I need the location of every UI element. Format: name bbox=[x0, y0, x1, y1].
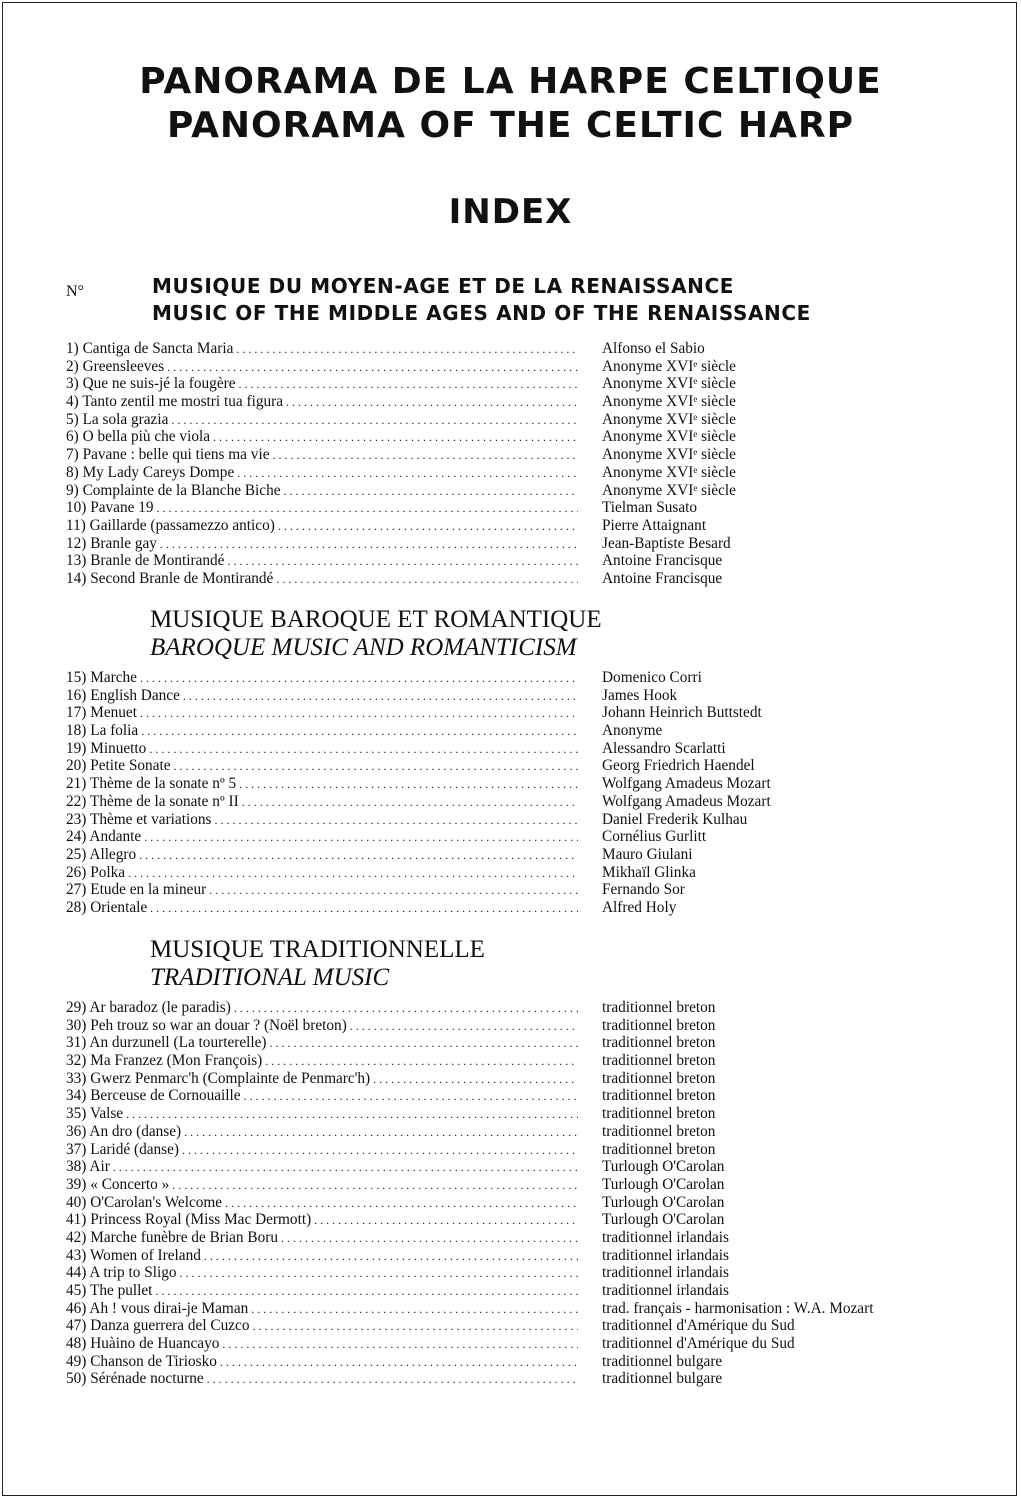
section-1-title-en: MUSIC OF THE MIDDLE AGES AND OF THE RENAISSANCE bbox=[152, 301, 811, 325]
entry-composer: Mikhaïl Glinka bbox=[602, 863, 696, 881]
index-entry bbox=[66, 1123, 946, 1141]
entry-title-leader bbox=[66, 1211, 578, 1230]
entry-number: 44) bbox=[66, 1264, 87, 1282]
entry-title-leader bbox=[66, 340, 578, 359]
entry-number: 22) bbox=[66, 792, 87, 810]
index-entry bbox=[66, 1176, 946, 1194]
entry-title: Ah ! vous dirai-je Maman bbox=[89, 1299, 249, 1317]
entry-title: Thème de la sonate nº II bbox=[89, 792, 239, 810]
entry-composer: Daniel Frederik Kulhau bbox=[602, 810, 748, 828]
entry-composer: Mauro Giulani bbox=[602, 845, 693, 863]
entry-number: 19) bbox=[66, 739, 87, 757]
entry-composer: traditionnel bulgare bbox=[602, 1352, 723, 1370]
entry-title: Marche bbox=[90, 669, 137, 686]
entry-title: English Dance bbox=[90, 686, 180, 704]
entry-number: 12) bbox=[66, 534, 87, 552]
section-3-title-en: TRADITIONAL MUSIC bbox=[150, 964, 390, 991]
entry-number: 14) bbox=[66, 569, 87, 587]
entry-title: Valse bbox=[89, 1105, 124, 1123]
index-entry bbox=[66, 1282, 946, 1300]
index-entry bbox=[66, 1300, 946, 1318]
entry-title: Ar baradoz (le paradis) bbox=[89, 999, 231, 1016]
entry-title-leader bbox=[66, 740, 578, 759]
entry-composer: Fernando Sor bbox=[602, 881, 685, 899]
entry-composer: traditionnel breton bbox=[602, 999, 716, 1016]
entry-title: Complainte de la Blanche Biche bbox=[82, 481, 281, 499]
entry-title-leader bbox=[66, 687, 578, 706]
entry-title: Peh trouz so war an douar ? (Noël breton) bbox=[90, 1016, 347, 1034]
index-entry bbox=[66, 464, 946, 482]
entry-composer: traditionnel irlandais bbox=[602, 1282, 730, 1299]
entry-title: Chanson de Tiriosko bbox=[90, 1352, 217, 1370]
entry-title: Tanto zentil me mostri tua figura bbox=[82, 393, 284, 411]
entry-composer: Anonyme XVIᵉ siècle bbox=[602, 357, 736, 375]
title-english: PANORAMA OF THE CELTIC HARP bbox=[166, 105, 854, 146]
entry-title-leader bbox=[66, 1141, 578, 1160]
index-entry bbox=[66, 722, 946, 740]
entry-number: 45) bbox=[66, 1282, 87, 1299]
entry-number: 38) bbox=[66, 1158, 87, 1176]
entry-composer: Wolfgang Amadeus Mozart bbox=[602, 792, 771, 810]
entry-title: Women of Ireland bbox=[89, 1246, 201, 1264]
index-entry bbox=[66, 1052, 946, 1070]
entry-number: 32) bbox=[66, 1052, 87, 1070]
entry-title: A trip to Sligo bbox=[89, 1264, 177, 1282]
index-entry bbox=[66, 1017, 946, 1035]
entry-title-leader bbox=[66, 704, 578, 723]
index-entry bbox=[66, 570, 946, 588]
index-entry bbox=[66, 740, 946, 758]
entry-title-leader bbox=[66, 411, 578, 430]
index-entry bbox=[66, 669, 946, 687]
entry-composer: Anonyme XVIᵉ siècle bbox=[602, 410, 736, 428]
entry-title-leader bbox=[66, 1052, 578, 1071]
index-entry bbox=[66, 1141, 946, 1159]
entry-number: 6) bbox=[66, 428, 79, 446]
entry-title-leader bbox=[66, 393, 578, 412]
entry-composer: Wolfgang Amadeus Mozart bbox=[602, 775, 771, 793]
entry-title: Menuet bbox=[90, 704, 137, 722]
entry-composer: traditionnel breton bbox=[602, 1052, 716, 1070]
entry-number: 7) bbox=[66, 446, 79, 464]
entry-number: 50) bbox=[66, 1370, 87, 1388]
entry-number: 16) bbox=[66, 686, 87, 704]
index-entry bbox=[66, 1105, 946, 1123]
entry-number: 4) bbox=[66, 393, 79, 411]
entry-number: 33) bbox=[66, 1069, 87, 1087]
entry-number: 17) bbox=[66, 704, 87, 722]
entry-title: Danza guerrera del Cuzco bbox=[90, 1317, 250, 1335]
entry-number: 41) bbox=[66, 1211, 87, 1229]
entry-composer: Alessandro Scarlatti bbox=[602, 739, 726, 757]
entry-title: La folia bbox=[90, 722, 139, 740]
entry-title: Huàino de Huancayo bbox=[90, 1335, 220, 1353]
entry-number: 15) bbox=[66, 669, 87, 686]
section-1-title-fr: MUSIQUE DU MOYEN-AGE ET DE LA RENAISSANCE bbox=[152, 274, 735, 298]
entry-title: An dro (danse) bbox=[89, 1122, 182, 1140]
entry-composer: Alfred Holy bbox=[602, 898, 677, 916]
entry-number: 5) bbox=[66, 410, 79, 428]
entry-title-leader bbox=[66, 1282, 578, 1301]
entry-number: 42) bbox=[66, 1228, 87, 1246]
entry-composer: Anonyme bbox=[602, 722, 663, 740]
entry-title: Gwerz Penmarc'h (Complainte de Penmarc'h) bbox=[90, 1069, 371, 1087]
entry-title-leader bbox=[66, 1034, 578, 1053]
entry-title-leader bbox=[66, 846, 578, 865]
entry-composer: Pierre Attaignant bbox=[602, 516, 707, 534]
entry-number: 31) bbox=[66, 1034, 87, 1052]
section-2-list bbox=[66, 669, 946, 917]
index-entry bbox=[66, 1034, 946, 1052]
index-entry bbox=[66, 687, 946, 705]
index-entry bbox=[66, 899, 946, 917]
index-entry bbox=[66, 1194, 946, 1212]
index-entry bbox=[66, 446, 946, 464]
entry-title-leader bbox=[66, 552, 578, 571]
entry-composer: traditionnel breton bbox=[602, 1122, 716, 1140]
entry-title: Second Branle de Montirandé bbox=[90, 569, 274, 587]
entry-title-leader bbox=[66, 828, 578, 847]
entry-composer: traditionnel d'Amérique du Sud bbox=[602, 1317, 795, 1335]
entry-number: 24) bbox=[66, 828, 87, 846]
entry-title-leader bbox=[66, 1158, 578, 1177]
entry-composer: Jean-Baptiste Besard bbox=[602, 534, 731, 552]
index-entry bbox=[66, 1247, 946, 1265]
entry-title: Allegro bbox=[89, 845, 137, 863]
entry-title: Princess Royal (Miss Mac Dermott) bbox=[90, 1211, 312, 1229]
section-3-title-fr: MUSIQUE TRADITIONNELLE bbox=[150, 936, 485, 963]
entry-title: Pavane : belle qui tiens ma vie bbox=[82, 446, 270, 464]
entry-composer: Anonyme XVIᵉ siècle bbox=[602, 481, 736, 499]
entry-title-leader bbox=[66, 722, 578, 741]
entry-title-leader bbox=[66, 1370, 578, 1389]
entry-title-leader bbox=[66, 1247, 578, 1266]
index-entry bbox=[66, 1229, 946, 1247]
entry-title-leader bbox=[66, 1229, 578, 1248]
entry-title: Polka bbox=[90, 863, 126, 881]
entry-number: 36) bbox=[66, 1122, 87, 1140]
entry-composer: Anonyme XVIᵉ siècle bbox=[602, 446, 736, 464]
index-entry bbox=[66, 411, 946, 429]
index-entry bbox=[66, 1087, 946, 1105]
section-2-title-en: BAROQUE MUSIC AND ROMANTICISM bbox=[150, 634, 577, 661]
entry-number: 1) bbox=[66, 340, 79, 357]
entry-composer: Anonyme XVIᵉ siècle bbox=[602, 463, 736, 481]
entry-composer: traditionnel irlandais bbox=[602, 1228, 730, 1246]
index-entry bbox=[66, 535, 946, 553]
entry-composer: Turlough O'Carolan bbox=[602, 1175, 725, 1193]
entry-composer: Anonyme XVIᵉ siècle bbox=[602, 428, 736, 446]
index-entry bbox=[66, 828, 946, 846]
entry-composer: Domenico Corri bbox=[602, 669, 702, 686]
entry-number: 8) bbox=[66, 463, 79, 481]
index-entry bbox=[66, 428, 946, 446]
entry-title: Marche funèbre de Brian Boru bbox=[90, 1228, 278, 1246]
index-entry bbox=[66, 811, 946, 829]
entry-number: 18) bbox=[66, 722, 87, 740]
entry-number: 43) bbox=[66, 1246, 87, 1264]
entry-title: « Concerto » bbox=[90, 1175, 170, 1193]
entry-composer: traditionnel d'Amérique du Sud bbox=[602, 1335, 795, 1353]
entry-title-leader bbox=[66, 775, 578, 794]
entry-composer: Anonyme XVIᵉ siècle bbox=[602, 375, 736, 393]
entry-title-leader bbox=[66, 1335, 578, 1354]
entry-title: O'Carolan's Welcome bbox=[90, 1193, 223, 1211]
entry-composer: traditionnel irlandais bbox=[602, 1264, 730, 1282]
entry-title-leader bbox=[66, 793, 578, 812]
entry-title-leader bbox=[66, 482, 578, 501]
entry-composer: traditionnel bulgare bbox=[602, 1370, 723, 1388]
entry-composer: traditionnel breton bbox=[602, 1069, 716, 1087]
index-entry bbox=[66, 864, 946, 882]
index-entry bbox=[66, 846, 946, 864]
entry-title-leader bbox=[66, 499, 578, 518]
entry-title-leader bbox=[66, 999, 578, 1018]
entry-title-leader bbox=[66, 1300, 578, 1319]
entry-title: Greensleeves bbox=[82, 357, 165, 375]
index-entry bbox=[66, 1211, 946, 1229]
entry-composer: traditionnel breton bbox=[602, 1016, 716, 1034]
entry-composer: Antoine Francisque bbox=[602, 552, 723, 570]
entry-title-leader bbox=[66, 669, 578, 688]
index-entry bbox=[66, 1264, 946, 1282]
entry-title-leader bbox=[66, 899, 578, 918]
entry-number: 37) bbox=[66, 1140, 87, 1158]
entry-number: 21) bbox=[66, 775, 87, 793]
entry-title-leader bbox=[66, 757, 578, 776]
entry-composer: Anonyme XVIᵉ siècle bbox=[602, 393, 736, 411]
entry-title-leader bbox=[66, 517, 578, 536]
index-entry bbox=[66, 881, 946, 899]
entry-title: Laridé (danse) bbox=[90, 1140, 179, 1158]
entry-number: 48) bbox=[66, 1335, 87, 1353]
entry-number: 11) bbox=[66, 516, 86, 534]
entry-title: Minuetto bbox=[90, 739, 147, 757]
entry-number: 25) bbox=[66, 845, 87, 863]
entry-composer: Turlough O'Carolan bbox=[602, 1158, 725, 1176]
entry-number: 29) bbox=[66, 999, 87, 1016]
index-entry bbox=[66, 1070, 946, 1088]
index-entry bbox=[66, 1353, 946, 1371]
index-entry bbox=[66, 499, 946, 517]
entry-title-leader bbox=[66, 1087, 578, 1106]
index-entry bbox=[66, 375, 946, 393]
entry-title: Orientale bbox=[90, 898, 148, 916]
entry-composer: Antoine Francisque bbox=[602, 569, 723, 587]
entry-number: 26) bbox=[66, 863, 87, 881]
entry-title: Thème et variations bbox=[89, 810, 212, 828]
index-entry bbox=[66, 1370, 946, 1388]
index-entry bbox=[66, 757, 946, 775]
entry-title: Etude en la mineur bbox=[90, 881, 207, 899]
entry-composer: Johann Heinrich Buttstedt bbox=[602, 704, 762, 722]
section-2-title-en-wrap bbox=[150, 633, 577, 662]
entry-number: 3) bbox=[66, 375, 79, 393]
index-entry bbox=[66, 999, 946, 1017]
entry-title-leader bbox=[66, 358, 578, 377]
entry-title-leader bbox=[66, 1194, 578, 1213]
index-entry bbox=[66, 704, 946, 722]
entry-number: 40) bbox=[66, 1193, 87, 1211]
entry-title: Ma Franzez (Mon François) bbox=[90, 1052, 263, 1070]
entry-title: O bella più che viola bbox=[82, 428, 211, 446]
section-3-title-en-wrap bbox=[150, 963, 389, 992]
entry-title-leader bbox=[66, 464, 578, 483]
index-entry bbox=[66, 482, 946, 500]
entry-composer: traditionnel breton bbox=[602, 1140, 716, 1158]
entry-number: 49) bbox=[66, 1352, 87, 1370]
index-entry bbox=[66, 340, 946, 358]
entry-title: My Lady Careys Dompe bbox=[82, 463, 235, 481]
entry-title: Andante bbox=[89, 828, 142, 846]
entry-title: An durzunell (La tourterelle) bbox=[89, 1034, 267, 1052]
entry-title: Berceuse de Cornouaille bbox=[90, 1087, 241, 1105]
index-entry bbox=[66, 1335, 946, 1353]
entry-title-leader bbox=[66, 864, 578, 883]
entry-number: 13) bbox=[66, 552, 87, 570]
entry-title: Air bbox=[89, 1158, 110, 1176]
entry-title-leader bbox=[66, 881, 578, 900]
entry-composer: Tielman Susato bbox=[602, 499, 698, 517]
entry-composer: Turlough O'Carolan bbox=[602, 1211, 725, 1229]
entry-number: 39) bbox=[66, 1175, 87, 1193]
entry-number: 28) bbox=[66, 898, 87, 916]
entry-composer: Georg Friedrich Haendel bbox=[602, 757, 755, 775]
entry-composer: traditionnel irlandais bbox=[602, 1246, 730, 1264]
entry-number: 47) bbox=[66, 1317, 87, 1335]
index-entry bbox=[66, 552, 946, 570]
entry-title-leader bbox=[66, 1264, 578, 1283]
entry-title: Gaillarde (passamezzo antico) bbox=[89, 516, 275, 534]
entry-composer: James Hook bbox=[602, 686, 678, 704]
entry-title-leader bbox=[66, 1317, 578, 1336]
entry-title-leader bbox=[66, 535, 578, 554]
index-entry bbox=[66, 793, 946, 811]
entry-title: Pavane 19 bbox=[90, 499, 154, 517]
entry-title-leader bbox=[66, 1176, 578, 1195]
entry-composer: Turlough O'Carolan bbox=[602, 1193, 725, 1211]
entry-title-leader bbox=[66, 1017, 578, 1036]
entry-title-leader bbox=[66, 811, 578, 830]
entry-number: 10) bbox=[66, 499, 87, 517]
entry-number: 9) bbox=[66, 481, 79, 499]
entry-title: Sérénade nocturne bbox=[90, 1370, 204, 1388]
index-heading: INDEX bbox=[448, 192, 573, 232]
section-1-list bbox=[66, 340, 946, 588]
entry-title: Branle gay bbox=[90, 534, 157, 552]
section-2-title-fr: MUSIQUE BAROQUE ET ROMANTIQUE bbox=[150, 606, 602, 633]
entry-composer: traditionnel breton bbox=[602, 1087, 716, 1105]
index-entry bbox=[66, 1158, 946, 1176]
entry-title-leader bbox=[66, 375, 578, 394]
entry-composer: Alfonso el Sabio bbox=[602, 340, 705, 357]
index-entry bbox=[66, 358, 946, 376]
entry-number: 27) bbox=[66, 881, 87, 899]
entry-title: Thème de la sonate nº 5 bbox=[89, 775, 237, 793]
entry-title: Que ne suis-jé la fougère bbox=[82, 375, 236, 393]
entry-number: 30) bbox=[66, 1016, 87, 1034]
entry-title-leader bbox=[66, 1353, 578, 1372]
entry-title-leader bbox=[66, 1070, 578, 1089]
entry-number: 2) bbox=[66, 357, 79, 375]
entry-title: Cantiga de Sancta Maria bbox=[82, 340, 234, 357]
entry-number: 35) bbox=[66, 1105, 87, 1123]
entry-number: 34) bbox=[66, 1087, 87, 1105]
index-entry bbox=[66, 1317, 946, 1335]
entry-title-leader bbox=[66, 446, 578, 465]
index-entry bbox=[66, 393, 946, 411]
entry-title-leader bbox=[66, 428, 578, 447]
entry-title: Petite Sonate bbox=[90, 757, 171, 775]
index-entry bbox=[66, 775, 946, 793]
number-column-label: N° bbox=[66, 283, 84, 300]
entry-composer: traditionnel breton bbox=[602, 1034, 716, 1052]
entry-title: La sola grazia bbox=[82, 410, 169, 428]
entry-number: 20) bbox=[66, 757, 87, 775]
entry-title-leader bbox=[66, 1123, 578, 1142]
entry-number: 23) bbox=[66, 810, 87, 828]
section-3-list bbox=[66, 999, 946, 1388]
title-french: PANORAMA DE LA HARPE CELTIQUE bbox=[139, 61, 882, 102]
index-entry bbox=[66, 517, 946, 535]
entry-number: 46) bbox=[66, 1299, 87, 1317]
entry-title-leader bbox=[66, 1105, 578, 1124]
entry-composer: trad. français - harmonisation : W.A. Mozart bbox=[602, 1299, 874, 1317]
entry-title: Branle de Montirandé bbox=[90, 552, 225, 570]
entry-composer: traditionnel breton bbox=[602, 1105, 716, 1123]
entry-title: The pullet bbox=[89, 1282, 153, 1299]
entry-composer: Cornélius Gurlitt bbox=[602, 828, 707, 846]
entry-title-leader bbox=[66, 570, 578, 589]
